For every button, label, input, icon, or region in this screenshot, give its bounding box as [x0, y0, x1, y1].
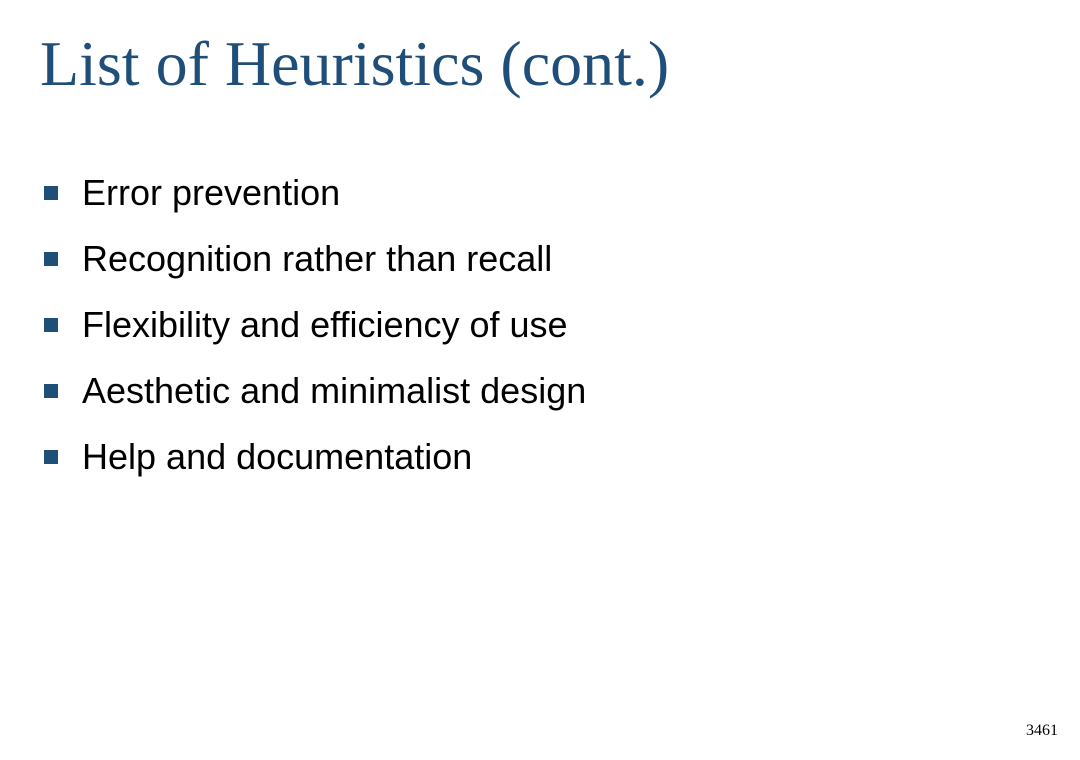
square-bullet-icon	[44, 450, 58, 464]
list-item	[44, 226, 586, 292]
square-bullet-icon	[44, 186, 58, 200]
slide-title: List of Heuristics (cont.)	[40, 28, 670, 99]
square-bullet-icon	[44, 384, 58, 398]
slide-number: 3461	[1026, 722, 1058, 739]
list-item	[44, 424, 586, 490]
square-bullet-icon	[44, 252, 58, 266]
bullet-text: Flexibility and efficiency of use	[82, 304, 568, 345]
bullet-text: Recognition rather than recall	[82, 238, 553, 279]
list-item	[44, 358, 586, 424]
bullet-text: Error prevention	[82, 172, 341, 213]
bullet-text: Help and documentation	[82, 436, 473, 477]
list-item	[44, 160, 586, 226]
list-item	[44, 292, 586, 358]
bullet-text: Aesthetic and minimalist design	[82, 370, 587, 411]
bullet-list	[44, 160, 586, 490]
square-bullet-icon	[44, 318, 58, 332]
